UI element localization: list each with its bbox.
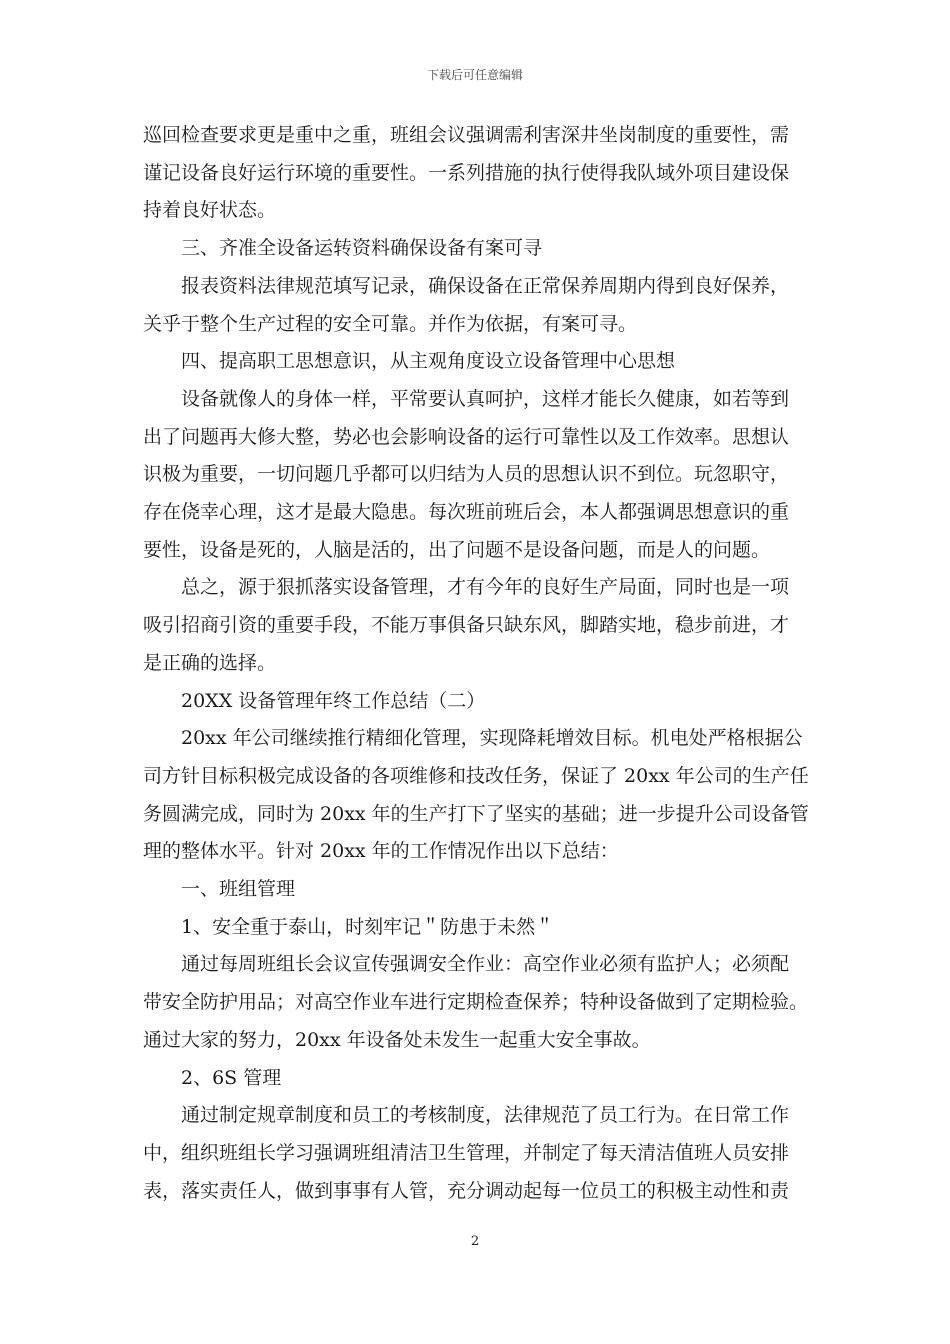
text-line: 四、提高职工思想意识，从主观角度设立设备管理中心思想 [181,350,676,373]
text-line: 三、齐准全设备运转资料确保设备有案可寻 [181,237,543,260]
text-line: 务圆满完成，同时为 20xx 年的生产打下了坚实的基础；进一步提升公司设备管 [143,802,809,825]
text-line: 通过制定规章制度和员工的考核制度，法律规范了员工行为。在日常工作 [181,1104,790,1127]
document-body [143,117,815,1210]
text-line: 存在侥幸心理，这才是最大隐患。每次班前班后会，本人都强调思想意识的重 [143,501,790,524]
text-line: 理的整体水平。针对 20xx 年的工作情况作出以下总结： [143,840,619,863]
text-line: 1、安全重于泰山，时刻牢记＂防患于未然＂ [181,915,555,938]
text-line: 通过大家的努力，20xx 年设备处未发生一起重大安全事故。 [143,1028,651,1051]
text-line: 20xx 年公司继续推行精细化管理，实现降耗增效目标。机电处严格根据公 [181,727,803,750]
text-line: 带安全防护用品；对高空作业车进行定期检查保养；特种设备做到了定期检验。 [143,991,809,1014]
text-line: 20XX 设备管理年终工作总结（二） [181,689,486,712]
page-header: 下载后可任意编辑 [426,68,523,82]
text-line: 报表资料法律规范填写记录，确保设备在正常保养周期内得到良好保养， [181,274,790,297]
text-line: 巡回检查要求更是重中之重，班组会议强调需利害深井坐岗制度的重要性，需 [143,124,790,146]
text-line: 识极为重要，一切问题几乎都可以归结为人员的思想认识不到位。玩忽职守， [143,463,790,486]
text-line: 要性，设备是死的，人脑是活的，出了问题不是设备问题，而是人的问题。 [143,538,771,561]
text-line: 持着良好状态。 [143,199,277,222]
text-line: 表，落实责任人，做到事事有人管，充分调动起每一位员工的积极主动性和责 [143,1179,790,1202]
text-line: 谨记设备良好运行环境的重要性。一系列措施的执行使得我队域外项目建设保 [143,161,790,184]
page-number: 2 [470,1234,480,1249]
text-line: 一、班组管理 [181,878,296,901]
text-line: 2、6S 管理 [181,1066,282,1089]
text-line: 总之，源于狠抓落实设备管理，才有今年的良好生产局面，同时也是一项 [181,576,790,599]
text-line: 吸引招商引资的重要手段，不能万事俱备只缺东风，脚踏实地，稳步前进，才 [143,614,790,637]
text-line: 出了问题再大修大整，势必也会影响设备的运行可靠性以及工作效率。思想认 [143,425,790,448]
text-line: 是正确的选择。 [143,651,277,674]
text-line: 关乎于整个生产过程的安全可靠。并作为依据，有案可寻。 [143,312,638,335]
text-line: 通过每周班组长会议宣传强调安全作业：高空作业必须有监护人；必须配 [181,953,790,976]
text-line: 设备就像人的身体一样，平常要认真呵护，这样才能长久健康，如若等到 [181,387,790,410]
text-line: 中，组织班组长学习强调班组清洁卫生管理，并制定了每天清洁值班人员安排 [143,1141,790,1164]
text-line: 司方针目标积极完成设备的各项维修和技改任务，保证了 20xx 年公司的生产任 [143,764,809,787]
